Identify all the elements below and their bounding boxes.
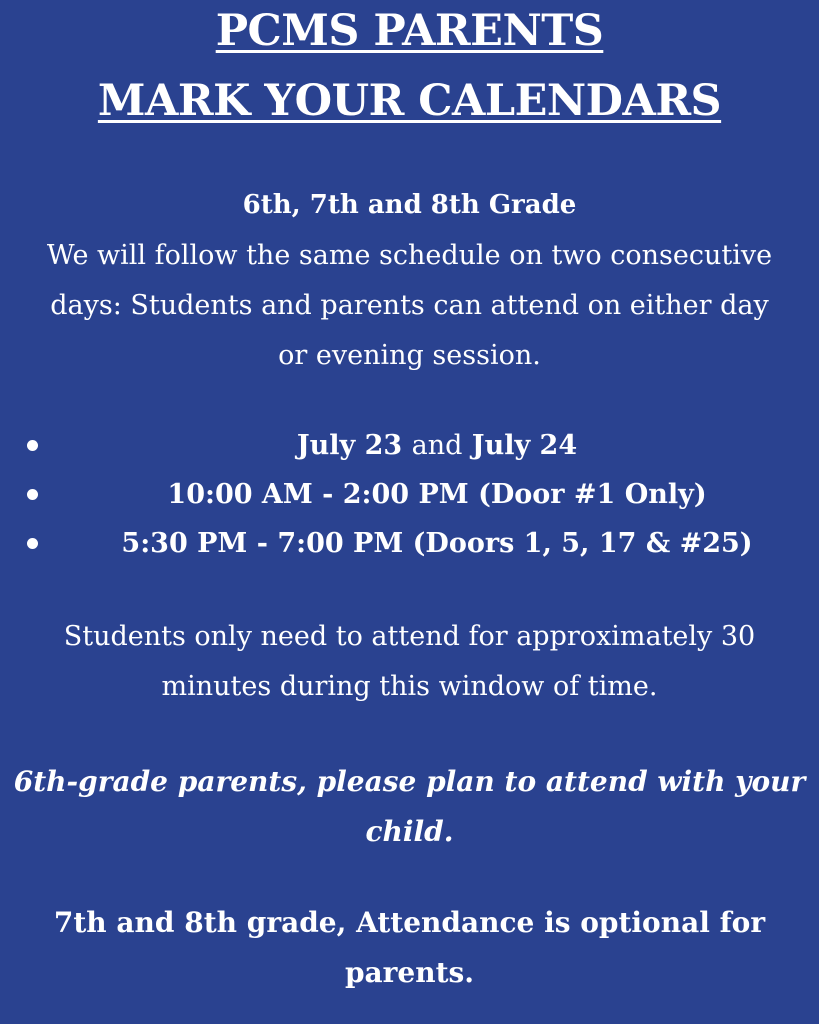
sixth-grade-line: child. (365, 815, 454, 848)
schedule-intro (0, 231, 819, 381)
list-item-dates (0, 421, 819, 470)
schedule-list (0, 421, 819, 568)
morning-session: 10:00 AM - 2:00 PM (Door #1 Only) (167, 479, 707, 510)
page-subtitle: MARK YOUR CALENDARS (97, 76, 722, 126)
intro-line: days: Students and parents can attend on either day (50, 290, 769, 321)
bullet-icon (27, 440, 38, 451)
list-item-evening (0, 519, 819, 568)
date-joiner: and (411, 430, 463, 461)
date-second: July 24 (471, 430, 578, 461)
note-line: Students only need to attend for approximately 30 (63, 621, 756, 652)
upper-grades-line: parents. (344, 956, 475, 989)
evening-session: 5:30 PM - 7:00 PM (Doors 1, 5, 17 & #25) (121, 528, 753, 559)
sixth-grade-note (0, 757, 819, 857)
bullet-icon (27, 538, 38, 549)
page-title: PCMS PARENTS (215, 6, 604, 56)
upper-grades-line: 7th and 8th grade, Attendance is optional for (53, 906, 766, 939)
attendance-note (0, 612, 819, 712)
sixth-grade-line: 6th-grade parents, please plan to attend with your (13, 765, 806, 798)
dates-text (55, 421, 819, 470)
date-first: July 23 (296, 430, 403, 461)
upper-grades-note (0, 898, 819, 998)
intro-line: We will follow the same schedule on two consecutive (46, 240, 773, 271)
list-item-morning (0, 470, 819, 519)
note-line: minutes during this window of time. (161, 671, 658, 702)
bullet-icon (27, 489, 38, 500)
intro-line: or evening session. (278, 340, 541, 371)
grades-heading: 6th, 7th and 8th Grade (242, 190, 577, 220)
